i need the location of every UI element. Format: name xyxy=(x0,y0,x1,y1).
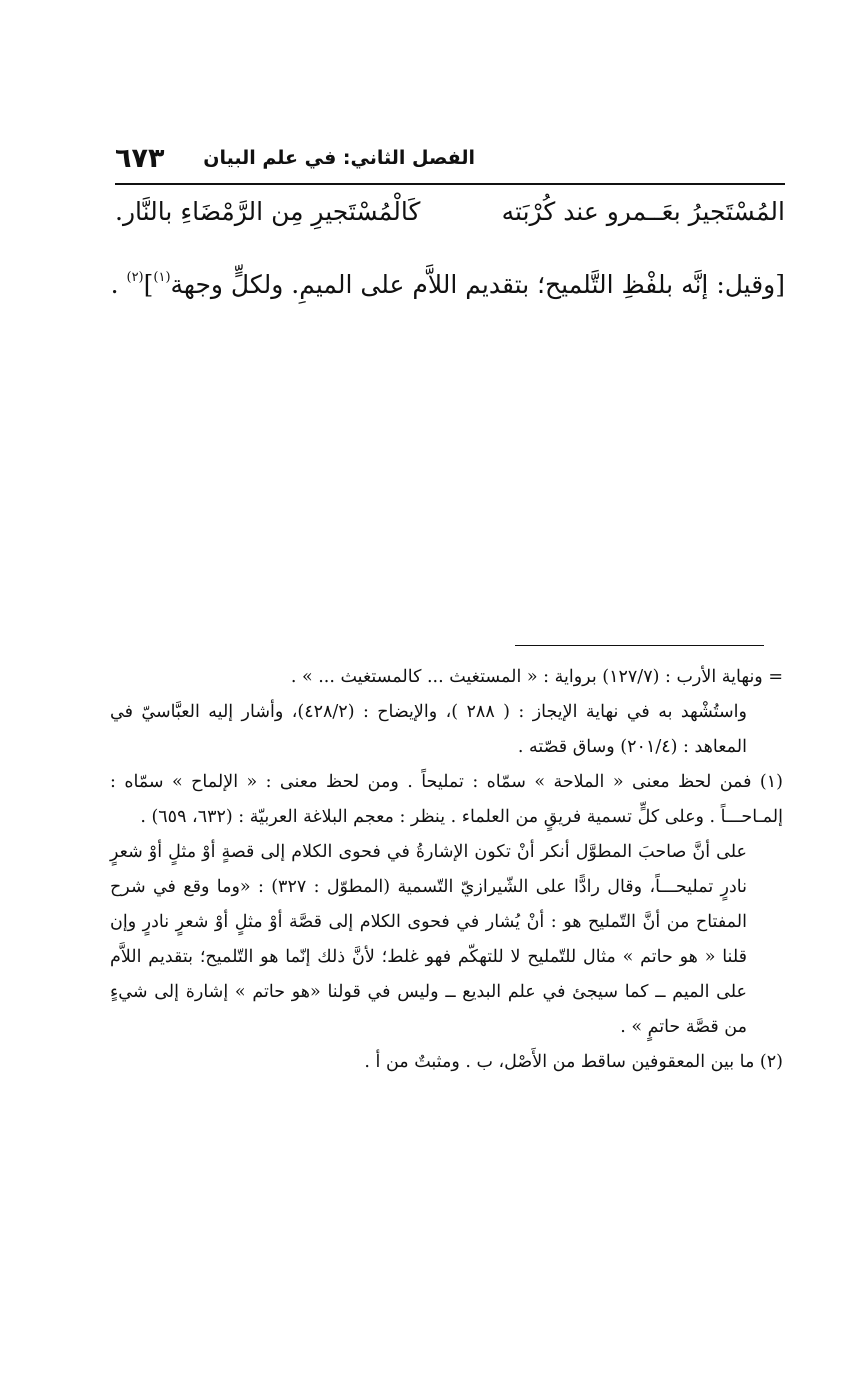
running-title: الفصل الثاني: في علم البيان xyxy=(203,147,475,169)
page-header xyxy=(115,143,785,185)
footnote-1-body: على أنَّ صاحبَ المطوَّل أنكر أنْ تكون الإشارةُ في فحوى الكلام إلى قصةٍ أوْ مثلٍ أوْ شعرٍ نادرٍ تمليحـــاً، وقال رادًّا على الشّيرازيّ التّسمية (المطوّل : ٣٢٧) : «وما وقع في شرح المفتاح من أنَّ التّمليح هو : أنْ يُشار في فحوى الكلام إلى قصَّة أوْ مثلٍ أوْ شعرٍ نادرٍ وإن قلنا « هو حاتم » مثال للتّمليح لا للتهكّم فهو غلط؛ لأنَّ ذلك إنّما هو التّلميح؛ بتقديم اللاَّم على الميم ــ كما سيجئ في علم البديع ــ وليس في قولنا «هو حاتم » إشارة إلى شيءٍ من قصَّة حاتمٍ » . xyxy=(110,842,747,1037)
footnote-1-intro: (١) فمن لحظ معنى « الملاحة » سمّاه : تمليحاً . ومن لحظ معنى : « الإلماح » سمّاه : إلمـاحـــاً . وعلى كلٍّ تسمية فريقٍ من العلماء . ينظر : معجم البلاغة العربيّة : (٦٣٢، ٦٥٩) . xyxy=(110,772,783,827)
footnote-2: (٢) ما بين المعقوفين ساقط من الأَصْل، ب . ومثبتٌ من أ . xyxy=(364,1052,783,1072)
footnote-ref-1: (١) xyxy=(153,270,171,285)
verse-first-hemistich: المُسْتَجيرُ بعَــمرو عند كُرْبَته xyxy=(501,197,785,226)
footnote-divider xyxy=(515,645,764,646)
footnote-ref-2: (٢) xyxy=(126,270,144,285)
verse-second-hemistich: كَالْمُسْتَجيرِ مِن الرَّمْضَاءِ بالنَّار. xyxy=(115,197,421,226)
footnotes-section xyxy=(110,660,783,1080)
main-text: [وقيل: إنَّه بلفْظِ التَّلميح؛ بتقديم اللاَّم على الميمِ. ولكلٍّ وجهة xyxy=(170,270,785,299)
closing-bracket: ] xyxy=(143,270,154,299)
footnote-continuation-body: واستُشْهد به في نهاية الإيجاز : ( ٢٨٨ )، والإيضاح : (٤٢٨/٢)، وأشار إليه العبَّاسيّ في المعاهد : (٢٠١/٤) وساق قصّته . xyxy=(110,702,747,757)
main-tail: . xyxy=(110,270,127,299)
main-paragraph xyxy=(110,258,785,312)
footnote-continuation-line: = ونهاية الأرب : (١٢٧/٧) برواية : « المستغيث ... كالمستغيث ... » . xyxy=(290,667,783,687)
poetry-verse xyxy=(115,197,785,245)
page-number: ٦٧٣ xyxy=(115,143,165,174)
